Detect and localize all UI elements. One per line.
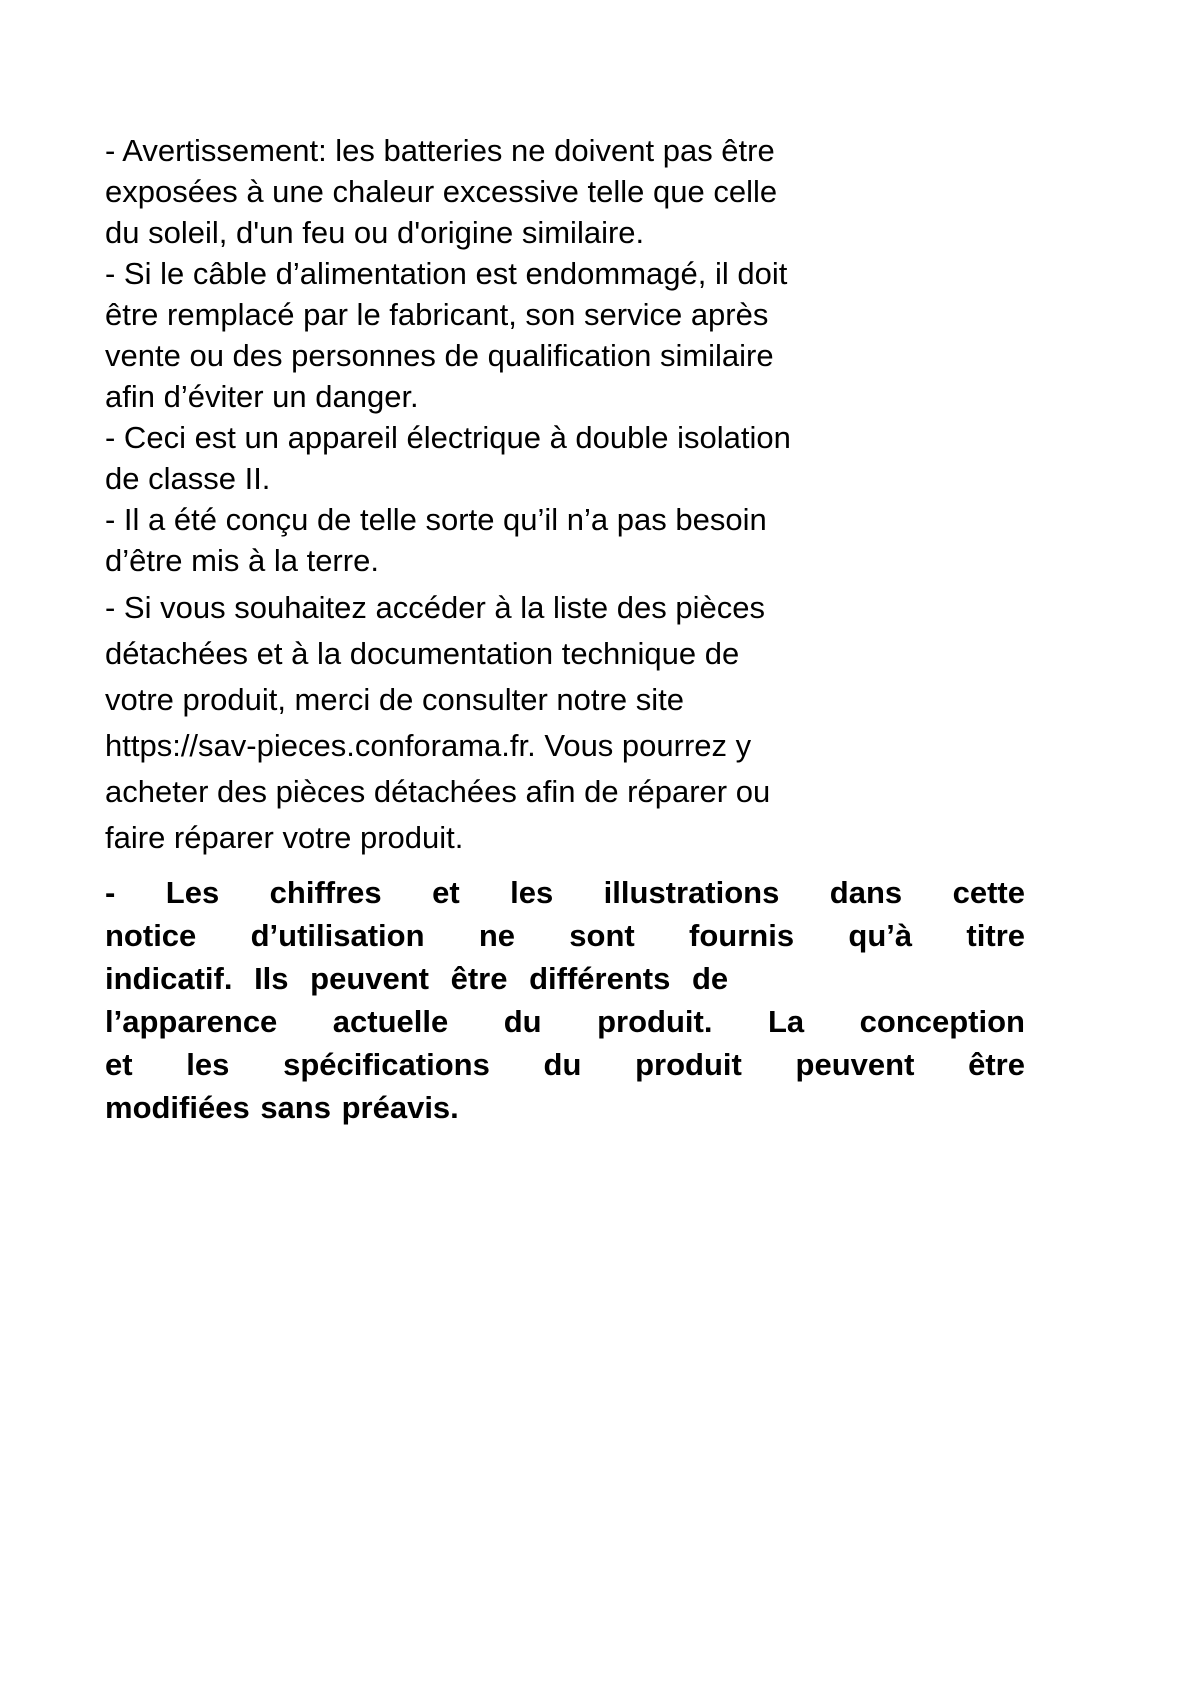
text-line: vente ou des personnes de qualification similaire bbox=[105, 338, 774, 373]
text-line: et les spécifications du produit peuvent être bbox=[105, 1047, 1025, 1082]
text-line: modifiées sans préavis. bbox=[105, 1090, 459, 1125]
text-line: du soleil, d'un feu ou d'origine similaire. bbox=[105, 215, 645, 250]
text-line: acheter des pièces détachées afin de réparer ou bbox=[105, 774, 771, 809]
text-line: votre produit, merci de consulter notre site bbox=[105, 682, 684, 717]
paragraph-class-ii-insulation bbox=[105, 417, 1096, 499]
text-line: de classe II. bbox=[105, 461, 271, 496]
text-line: indicatif. Ils peuvent être différents de bbox=[105, 961, 729, 996]
text-line: - Avertissement: les batteries ne doivent pas être bbox=[105, 133, 775, 168]
text-line: - Ceci est un appareil électrique à double isolation bbox=[105, 420, 791, 455]
text-line: être remplacé par le fabricant, son service après bbox=[105, 297, 769, 332]
text-line: détachées et à la documentation technique de bbox=[105, 636, 740, 671]
text-line: - Si vous souhaitez accéder à la liste des pièces bbox=[105, 590, 765, 625]
text-line: - Si le câble d’alimentation est endommagé, il doit bbox=[105, 256, 788, 291]
paragraph-no-earthing bbox=[105, 499, 1096, 581]
paragraph-power-cord-damage bbox=[105, 253, 1096, 417]
paragraph-illustrations-disclaimer bbox=[105, 871, 1025, 1129]
text-line: d’être mis à la terre. bbox=[105, 543, 379, 578]
text-line-with-url: https://sav-pieces.conforama.fr. Vous pourrez y bbox=[105, 728, 752, 763]
text-line: - Les chiffres et les illustrations dans cette bbox=[105, 875, 1025, 910]
text-line: l’apparence actuelle du produit. La conception bbox=[105, 1004, 1025, 1039]
text-line: - Il a été conçu de telle sorte qu’il n’a pas besoin bbox=[105, 502, 767, 537]
text-line: faire réparer votre produit. bbox=[105, 820, 464, 855]
text-line: afin d’éviter un danger. bbox=[105, 379, 419, 414]
text-line: notice d’utilisation ne sont fournis qu’à titre bbox=[105, 918, 1025, 953]
paragraph-warning-batteries bbox=[105, 130, 1096, 253]
text-line: exposées à une chaleur excessive telle que celle bbox=[105, 174, 778, 209]
paragraph-spare-parts bbox=[105, 585, 1096, 861]
